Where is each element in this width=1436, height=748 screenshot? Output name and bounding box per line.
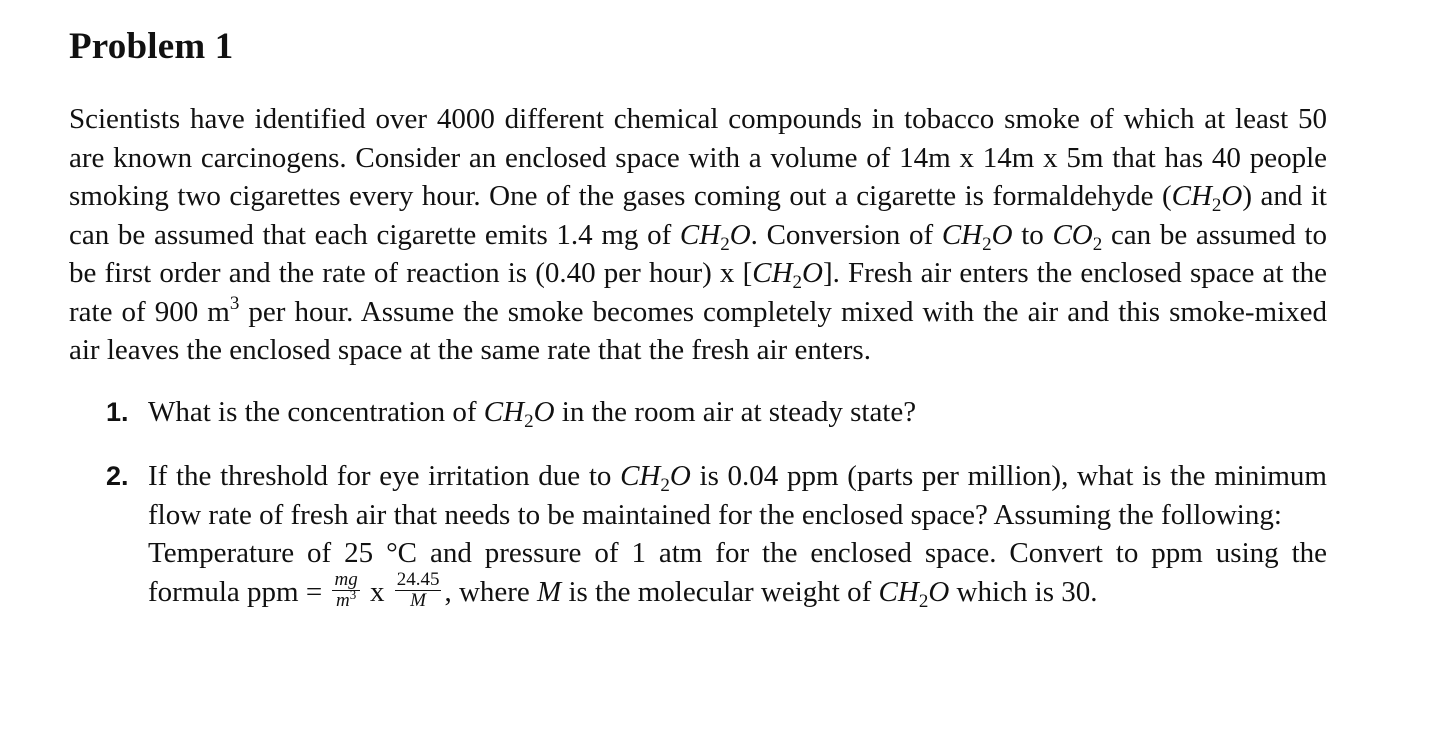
question-text: Temperature of 25 °C and pressure of 1 atm for the enclosed space. Convert to ppm using the formula ppm =	[148, 537, 1327, 608]
question-number: 2.	[106, 461, 129, 491]
formula-ch2o: $CH_2O$	[941, 218, 1013, 255]
statement-text: . Conversion of	[750, 218, 942, 251]
variable-m: M	[537, 575, 562, 608]
problem-document	[69, 26, 1327, 613]
statement-text: can be assumed to be first order and the rate of reaction is (0.40 per hour) x [	[69, 218, 1327, 289]
problem-title: Problem 1	[69, 26, 234, 67]
formula-ch2o: $CH_2O$	[679, 218, 751, 255]
fraction-molar-volume: $\frac{24.45}{M}$	[396, 569, 440, 612]
formula-ch2o: $CH_2O$	[878, 575, 950, 612]
problem-statement	[69, 100, 1327, 370]
statement-text: ) and it can be assumed that each cigarette emits 1.4 mg of	[69, 180, 1327, 251]
formula-ch2o: $CH_2O$	[752, 257, 823, 293]
question-number: 1.	[106, 396, 129, 427]
question-text: which is 30.	[949, 575, 1098, 608]
statement-text: Scientists have identified over 4000 different chemical compounds in tobacco smoke of which at least 50 are known carcinogens. Consider an enclosed space with a volume of 14m x 14m x 5m that has 40 people smoking two cigarettes every hour. One of the gases coming out a cigarette is formaldehyde (	[69, 103, 1327, 212]
statement-text: per hour. Assume the smoke becomes completely mixed with the air and this smoke-mixed air leaves the enclosed space at the same rate that the fresh air enters.	[69, 295, 1328, 366]
question-text: is the molecular weight of	[561, 575, 879, 608]
question-item	[69, 457, 1327, 613]
formula-ch2o: $CH_2O$	[1171, 180, 1243, 216]
formula-ch2o: $CH_2O$	[620, 460, 691, 496]
cubic-superscript: 3	[229, 292, 240, 314]
formula-co2: $CO_2$	[1052, 218, 1103, 255]
question-item	[69, 393, 1327, 432]
question-text: in the room air at steady state?	[554, 395, 917, 428]
formula-ch2o: $CH_2O$	[483, 395, 555, 432]
statement-text: ]. Fresh air enters the enclosed space at the rate of 900 m	[69, 257, 1328, 328]
question-text: , where	[444, 575, 538, 608]
question-text: What is the concentration of	[148, 395, 484, 428]
question-text: x	[362, 575, 392, 608]
question-text: If the threshold for eye irritation due to	[148, 460, 621, 492]
statement-text: to	[1012, 218, 1053, 251]
question-list	[69, 393, 1327, 614]
question-text: is 0.04 ppm (parts per million), what is the minimum flow rate of fresh air that needs to be maintained for the enclosed space? Assuming the following:	[148, 460, 1327, 531]
fraction-mg-per-m3: $\frac{mg}{m^3}$	[334, 569, 358, 612]
